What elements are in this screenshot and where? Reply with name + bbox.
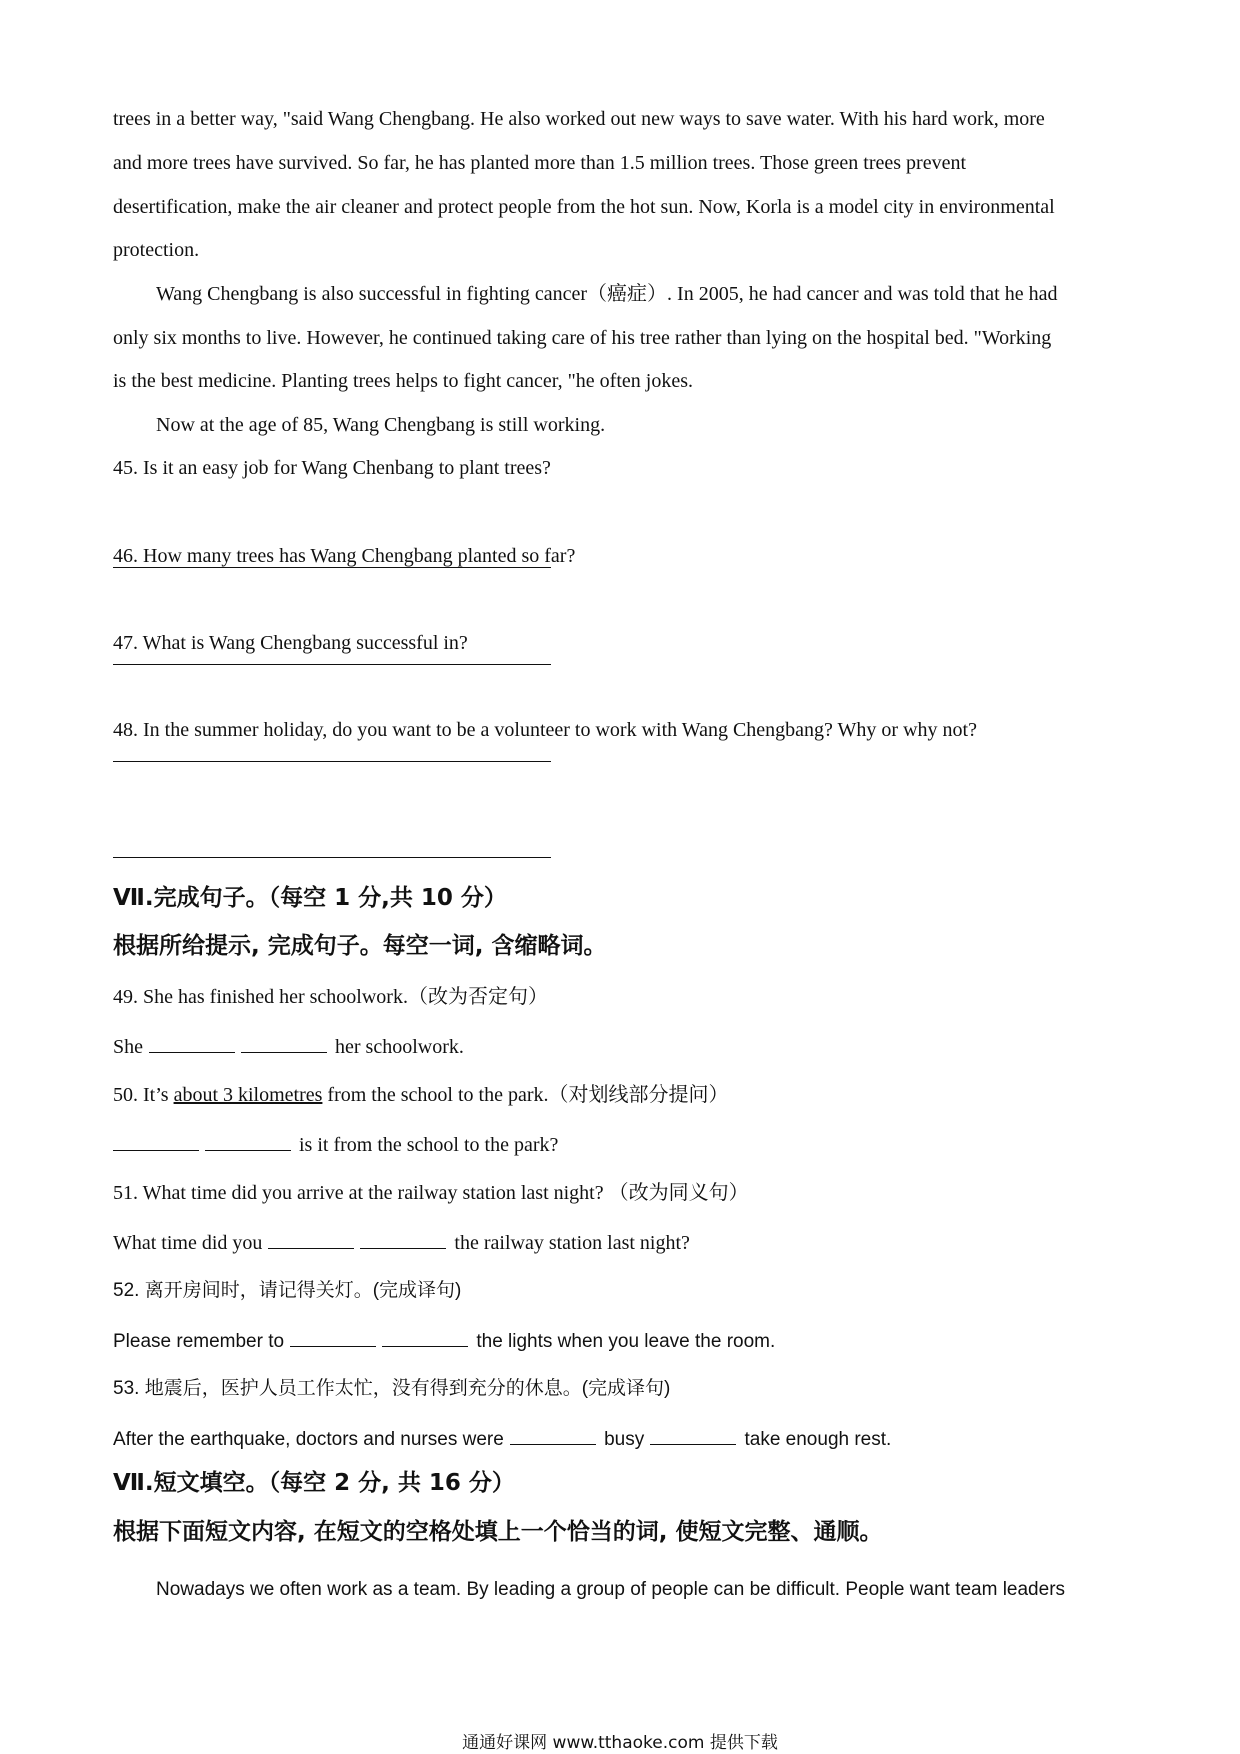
question-50	[113, 1083, 728, 1107]
passage-line: trees in a better way, "said Wang Chengbang. He also worked out new ways to save water. With his hard work, more	[113, 108, 1045, 130]
answer-text: Please remember to	[113, 1331, 285, 1352]
question-51: 51. What time did you arrive at the railway station last night? （改为同义句）	[113, 1182, 749, 1204]
question-text: from the school to the park.（对划线部分提问）	[327, 1084, 729, 1106]
answer-text: take enough rest.	[744, 1429, 892, 1450]
answer-text: her schoolwork.	[335, 1036, 464, 1058]
blank[interactable]	[205, 1132, 291, 1151]
section-instruction: 根据下面短文内容, 在短文的空格处填上一个恰当的词, 使短文完整、通顺。	[113, 1519, 883, 1545]
passage-line: Now at the age of 85, Wang Chengbang is still working.	[156, 414, 606, 436]
question-52: 52. 离开房间时，请记得关灯。(完成译句)	[113, 1280, 462, 1301]
blank[interactable]	[360, 1230, 446, 1249]
blank[interactable]	[290, 1328, 376, 1347]
answer-text: busy	[604, 1429, 645, 1450]
question-45: 45. Is it an easy job for Wang Chenbang to plant trees?	[113, 457, 551, 479]
answer-text: is it from the school to the park?	[299, 1134, 559, 1156]
passage-line: and more trees have survived. So far, he has planted more than 1.5 million trees. Those green trees prevent	[113, 152, 966, 174]
answer-line-47[interactable]	[113, 761, 551, 762]
underlined-phrase: about 3 kilometres	[173, 1084, 323, 1106]
blank[interactable]	[650, 1426, 736, 1445]
passage-line: Wang Chengbang is also successful in fighting cancer（癌症）. In 2005, he had cancer and was told that he had	[156, 283, 1058, 305]
blank[interactable]	[268, 1230, 354, 1249]
passage-line: desertification, make the air cleaner and protect people from the hot sun. Now, Korla is a model city in environmental	[113, 196, 1055, 218]
answer-51	[113, 1230, 690, 1255]
section-title: Ⅶ.短文填空。（每空 2 分, 共 16 分）	[113, 1470, 515, 1496]
blank[interactable]	[149, 1034, 235, 1053]
answer-49	[113, 1034, 464, 1059]
answer-text: What time did you	[113, 1232, 263, 1254]
passage-line: protection.	[113, 239, 200, 261]
answer-50	[113, 1132, 558, 1157]
answer-text: She	[113, 1036, 143, 1058]
answer-53	[113, 1426, 891, 1452]
answer-52	[113, 1328, 775, 1354]
question-text: 50. It’s	[113, 1084, 169, 1106]
passage-line: is the best medicine. Planting trees helps to fight cancer, "he often jokes.	[113, 370, 693, 392]
answer-text: the railway station last night?	[454, 1232, 690, 1254]
question-53: 53. 地震后，医护人员工作太忙，没有得到充分的休息。(完成译句)	[113, 1378, 671, 1399]
blank[interactable]	[113, 1132, 199, 1151]
answer-line-46[interactable]	[113, 664, 551, 665]
answer-line-48[interactable]	[113, 857, 551, 858]
question-46: 46. How many trees has Wang Chengbang planted so far?	[113, 545, 576, 567]
blank[interactable]	[510, 1426, 596, 1445]
blank[interactable]	[382, 1328, 468, 1347]
cloze-first-line: Nowadays we often work as a team. By leading a group of people can be difficult. People want team leaders	[156, 1579, 1066, 1600]
blank[interactable]	[241, 1034, 327, 1053]
question-48: 48. In the summer holiday, do you want to be a volunteer to work with Wang Chengbang? Why or why not?	[113, 719, 977, 741]
question-47: 47. What is Wang Chengbang successful in?	[113, 632, 468, 654]
section-title: Ⅶ.完成句子。（每空 1 分,共 10 分）	[113, 885, 507, 911]
page-footer: 通通好课网 www.tthaoke.com 提供下载	[462, 1733, 778, 1753]
question-49: 49. She has finished her schoolwork.（改为否定句）	[113, 986, 548, 1008]
section-instruction: 根据所给提示, 完成句子。每空一词, 含缩略词。	[113, 933, 607, 959]
passage-line: only six months to live. However, he continued taking care of his tree rather than lying on the hospital bed. "Working	[113, 327, 1052, 349]
answer-text: After the earthquake, doctors and nurses were	[113, 1429, 504, 1450]
answer-text: the lights when you leave the room.	[476, 1331, 776, 1352]
